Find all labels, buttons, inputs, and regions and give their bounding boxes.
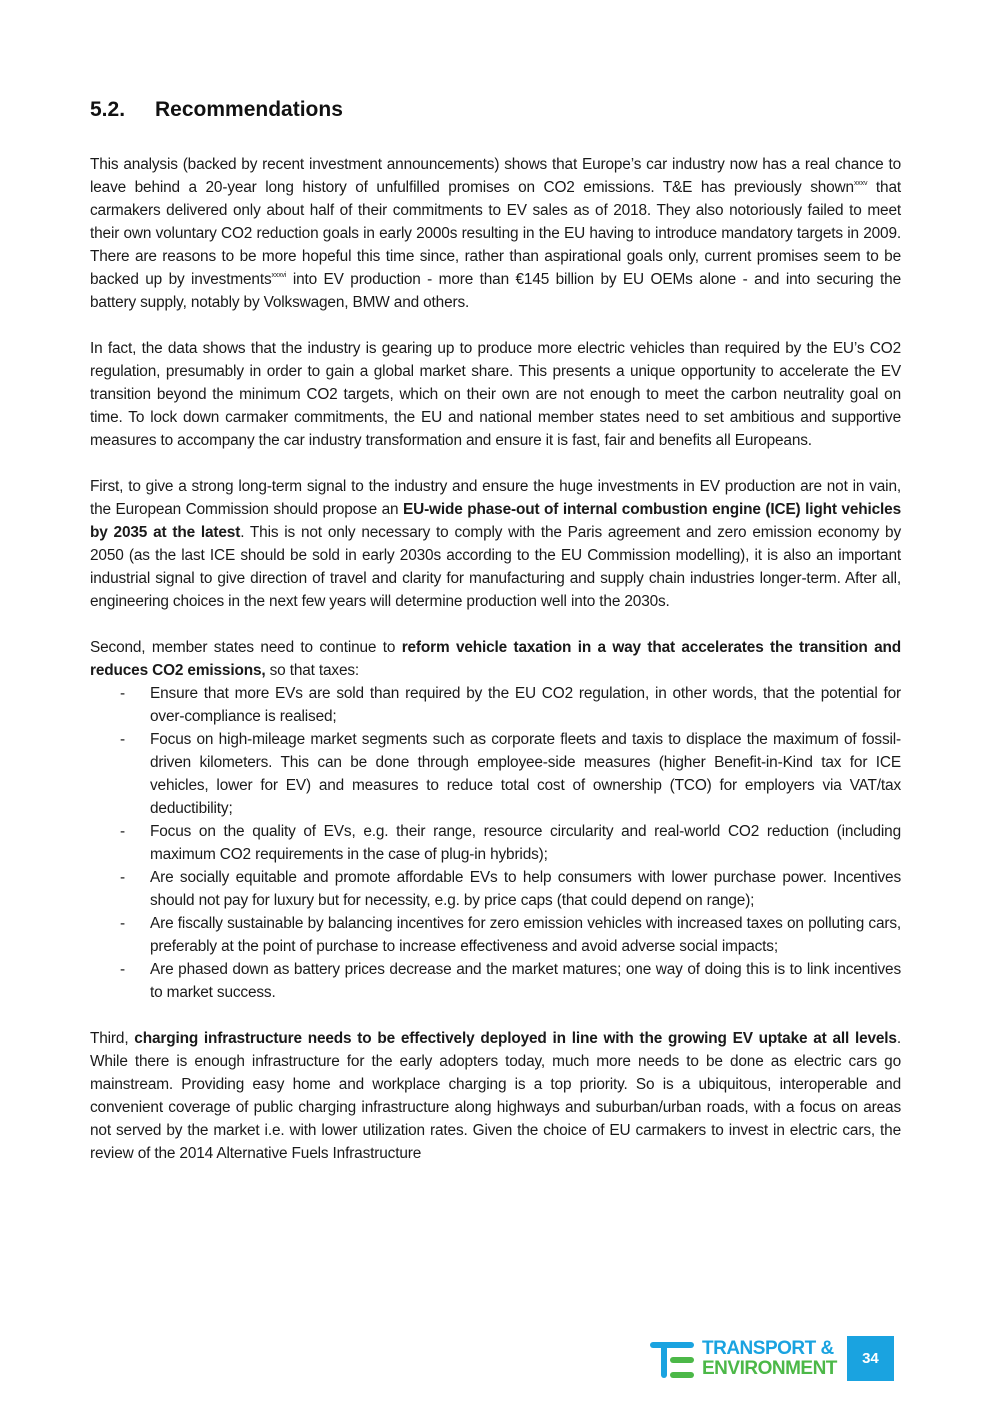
bullet-marker: - (120, 961, 125, 978)
bullet-marker: - (120, 685, 125, 702)
text-run: . This is not only necessary to comply with the Paris agreement and zero emission economy by 2050 (as the last ICE should be sold in early 2030s according to the EU Commission modelling), it is also an important industrial signal to give direction of travel and clarity for manufacturing and supply chain industries longer-term. After all, engineering choices in the next few years will determine production well into the 2030s. (90, 524, 901, 610)
text-run: In fact, the data shows that the industry is gearing up to produce more electric vehicles than required by the EU’s CO2 regulation, presumably in order to gain a global market share. This presents a unique opportunity to accelerate the EV transition beyond the minimum CO2 targets, which on their own are not enough to meet the carbon neutrality goal on time. To lock down carmaker commitments, the EU and national member states need to set ambitious and supportive measures to accompany the car industry transformation and ensure it is fast, fair and benefits all Europeans. (90, 340, 901, 449)
list-item-text: Are socially equitable and promote affordable EVs to help consumers with lower purchase power. Incentives should not pay for luxury but for necessity, e.g. by price caps (that could depend on range); (150, 869, 901, 909)
bullet-marker: - (120, 823, 125, 840)
text-run: Second, member states need to continue to (90, 639, 402, 656)
footnote-ref: xxxvi (271, 272, 287, 279)
te-logo-icon (650, 1339, 694, 1379)
logo-line-2: ENVIRONMENT (702, 1357, 837, 1379)
bullet-marker: - (120, 915, 125, 932)
page-number: 34 (847, 1336, 894, 1381)
list-item-text: Are fiscally sustainable by balancing incentives for zero emission vehicles with increased taxes on polluting cars, preferably at the point of purchase to increase effectiveness and avoid adverse social impacts; (150, 915, 901, 955)
bold-text: charging infrastructure needs to be effectively deployed in line with the growing EV uptake at all levels (134, 1030, 897, 1047)
list-item-text: Ensure that more EVs are sold than required by the EU CO2 regulation, in other words, that the potential for over-compliance is realised; (150, 685, 901, 725)
section-number: 5.2. (90, 98, 126, 121)
text-run: Third, (90, 1030, 135, 1047)
footnote-ref: xxxv (853, 180, 868, 187)
bullet-marker: - (120, 731, 125, 748)
paragraph (90, 475, 901, 613)
bullet-marker: - (120, 869, 125, 886)
logo-line-1: TRANSPORT & (702, 1337, 834, 1359)
list-item (90, 682, 901, 728)
text-run: This analysis (backed by recent investment announcements) shows that Europe’s car industry now has a real chance to leave behind a 20-year long history of unfulfilled promises on CO2 emissions. T&E has previously shown (90, 156, 901, 196)
text-run: into EV production - more than €145 billion by EU OEMs alone - and into securing the battery supply, notably by Volkswagen, BMW and others. (90, 271, 901, 311)
document-body (90, 153, 901, 1165)
logo-wordmark (702, 1339, 837, 1379)
list-item (90, 912, 901, 958)
paragraph (90, 636, 901, 682)
section-title: Recommendations (155, 98, 343, 121)
text-run: so that taxes: (265, 662, 360, 679)
list-item-text: Are phased down as battery prices decrease and the market matures; one way of doing this is to link incentives to market success. (150, 961, 901, 1001)
list-item (90, 728, 901, 820)
list-item (90, 820, 901, 866)
paragraph (90, 1027, 901, 1165)
bold-text: EU-wide phase-out of internal combustion engine (ICE) light vehicles by 2035 at the latest (90, 501, 901, 541)
bold-text: reform vehicle taxation in a way that accelerates the transition and reduces CO2 emissions, (90, 639, 901, 679)
text-run: that carmakers delivered only about half of their commitments to EV sales as of 2018. They also notoriously failed to meet their own voluntary CO2 reduction goals in early 2000s resulting in the EU having to introduce mandatory targets in 2009. There are reasons to be more hopeful this time since, rather than aspirational goals only, current promises seem to be backed up by investments (90, 179, 902, 288)
paragraph (90, 337, 901, 452)
bullet-list (90, 682, 901, 1004)
list-item-text: Focus on high-mileage market segments such as corporate fleets and taxis to displace the maximum of fossil-driven kilometers. This can be done through employee-side measures (higher Benefit-in-Kind tax for ICE vehicles, lower for EV) and measures to reduce total cost of ownership (TCO) for employers via VAT/tax deductibility; (150, 731, 901, 817)
list-item (90, 866, 901, 912)
list-item (90, 958, 901, 1004)
paragraph (90, 153, 901, 314)
text-run: First, to give a strong long-term signal to the industry and ensure the huge investments in EV production are not in vain, the European Commission should propose an (90, 478, 901, 518)
list-item-text: Focus on the quality of EVs, e.g. their range, resource circularity and real-world CO2 reduction (including maximum CO2 requirements in the case of plug-in hybrids); (150, 823, 901, 863)
text-run: . While there is enough infrastructure for the early adopters today, much more needs to be done as electric cars go mainstream. Providing easy home and workplace charging is a top priority. So is a ubiquitous, interoperable and convenient coverage of public charging infrastructure along highways and suburban/urban roads, with a focus on areas not served by the market i.e. with lower utilization rates. Given the choice of EU carmakers to invest in electric cars, the review of the 2014 Alternative Fuels Infrastructure (90, 1030, 901, 1162)
footer (650, 1336, 894, 1381)
section-heading (90, 98, 343, 122)
